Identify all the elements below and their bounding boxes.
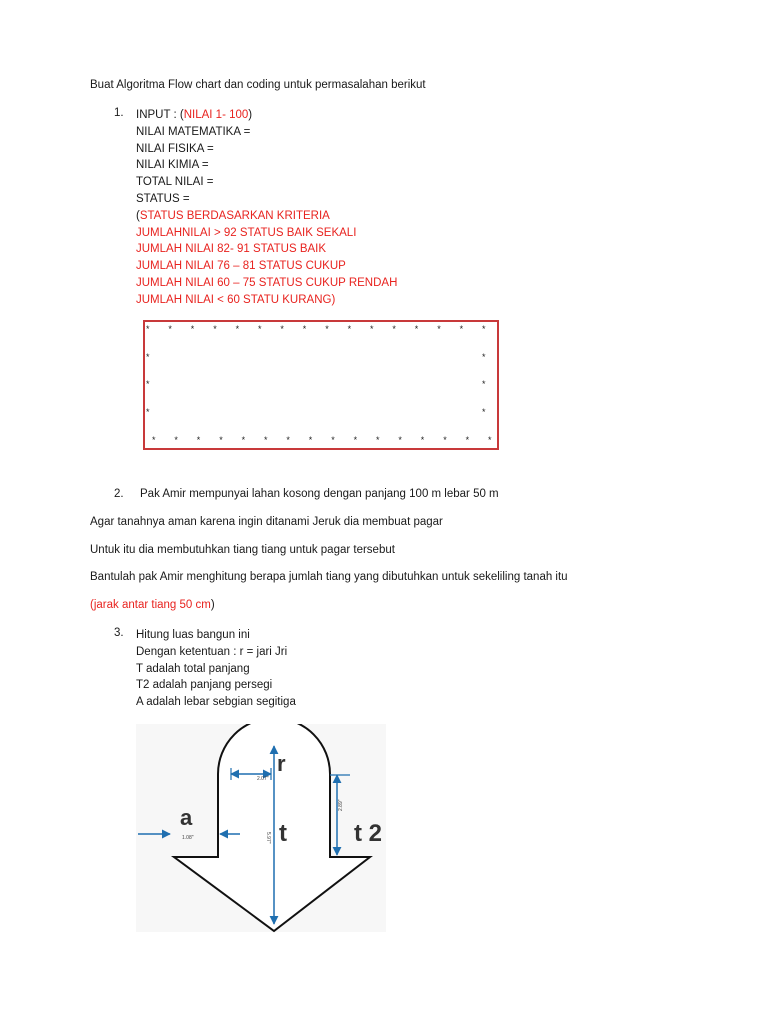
star-mark: * [420, 435, 425, 445]
star-mark: * [190, 324, 195, 334]
star-mark: * [302, 324, 307, 334]
star-mark: * [459, 324, 464, 334]
star-mark: * [414, 324, 419, 334]
q2-paragraph-1: Agar tanahnya aman karena ingin ditanami Jeruk dia membuat pagar [90, 516, 443, 528]
q2-paragraph-2: Untuk itu dia membutuhkan tiang tiang untuk pagar tersebut [90, 544, 395, 556]
q1-field-chemistry: NILAI KIMIA = [136, 159, 209, 172]
q1-field-total: TOTAL NILAI = [136, 176, 214, 189]
star-mark: * [146, 379, 150, 389]
star-mark: * [264, 435, 268, 445]
q1-criteria-title [136, 208, 397, 225]
q3-number: 3. [114, 627, 124, 639]
q3-block [136, 627, 296, 711]
label-t: t [279, 820, 287, 847]
star-mark: * [331, 435, 335, 445]
star-mark: * [241, 435, 246, 445]
label-r: r [277, 751, 286, 776]
q1-criteria-3: JUMLAH NILAI 76 – 81 STATUS CUKUP [136, 260, 346, 273]
star-mark: * [308, 435, 313, 445]
star-output-box [143, 320, 499, 450]
q2-number: 2. [114, 488, 124, 500]
q1-input-range: NILAI 1- 100 [183, 109, 249, 121]
q2-note-close: ) [210, 599, 215, 611]
q1-criteria-2: JUMLAH NILAI 82- 91 STATUS BAIK [136, 243, 327, 256]
q2-note-open: ( [90, 599, 94, 611]
star-mark: * [398, 435, 402, 445]
q3-line-2: Dengan ketentuan : r = jari Jri [136, 645, 288, 658]
q1-criteria-last [136, 292, 397, 309]
star-mark: * [146, 324, 150, 334]
star-mark: * [146, 407, 150, 417]
q1-criteria-open: ( [136, 209, 140, 222]
q1-criteria-close: ) [331, 293, 336, 306]
star-mark: * [437, 324, 441, 334]
star-mark: * [392, 324, 396, 334]
dim-text-t2: 2.89" [338, 799, 344, 811]
star-mark: * [325, 324, 329, 334]
star-mark: * [280, 324, 284, 334]
star-mark: * [146, 352, 150, 362]
star-mark: * [347, 324, 352, 334]
q1-field-status: STATUS = [136, 192, 190, 205]
q3-line-4: T2 adalah panjang persegi [136, 679, 273, 692]
q2-title: Pak Amir mempunyai lahan kosong dengan panjang 100 m lebar 50 m [140, 488, 499, 500]
q2-note-text: jarak antar tiang 50 cm [93, 599, 211, 611]
star-mark: * [174, 435, 178, 445]
q1-block [136, 107, 397, 309]
star-mark: * [258, 324, 262, 334]
q1-criteria-5: JUMLAH NILAI < 60 STATU KURANG [136, 293, 332, 306]
q3-line-1: Hitung luas bangun ini [136, 629, 250, 641]
star-mark: * [465, 435, 470, 445]
star-mark: * [482, 352, 486, 362]
q1-input-line [136, 107, 397, 124]
q1-input-prefix: INPUT : ( [136, 109, 184, 121]
star-mark: * [213, 324, 217, 334]
q2-note [90, 599, 215, 611]
star-mark: * [152, 435, 156, 445]
star-mark: * [443, 435, 447, 445]
q1-field-physics: NILAI FISIKA = [136, 142, 214, 155]
q1-criteria-1: JUMLAHNILAI > 92 STATUS BAIK SEKALI [136, 226, 357, 239]
star-mark: * [482, 379, 486, 389]
star-mark: * [219, 435, 223, 445]
star-mark: * [286, 435, 290, 445]
q1-criteria-4: JUMLAH NILAI 60 – 75 STATUS CUKUP RENDAH [136, 276, 398, 289]
star-mark: * [168, 324, 172, 334]
label-a: a [180, 805, 193, 830]
star-mark: * [196, 435, 201, 445]
q1-number: 1. [114, 107, 124, 119]
star-mark: * [376, 435, 380, 445]
dim-text-a: 1.08" [182, 835, 194, 841]
q1-field-math: NILAI MATEMATIKA = [136, 125, 251, 138]
dim-text-r: 2.07" [257, 776, 269, 782]
q1-input-suffix: ) [248, 109, 253, 121]
star-mark: * [488, 435, 492, 445]
star-mark: * [353, 435, 358, 445]
star-mark: * [370, 324, 374, 334]
document-heading: Buat Algoritma Flow chart dan coding untuk permasalahan berikut [90, 79, 426, 91]
dim-text-t: 5.97" [265, 832, 271, 844]
star-mark: * [235, 324, 240, 334]
star-mark: * [482, 407, 486, 417]
q3-line-3: T adalah total panjang [136, 662, 250, 675]
q3-line-5: A adalah lebar sebgian segitiga [136, 696, 296, 709]
arrow-shape-figure [136, 724, 386, 934]
star-mark: * [482, 324, 486, 334]
q2-paragraph-3: Bantulah pak Amir menghitung berapa jumlah tiang yang dibutuhkan untuk sekeliling tanah itu [90, 571, 568, 583]
q1-criteria-0: STATUS BERDASARKAN KRITERIA [139, 209, 330, 222]
label-t2: t 2 [354, 820, 383, 847]
